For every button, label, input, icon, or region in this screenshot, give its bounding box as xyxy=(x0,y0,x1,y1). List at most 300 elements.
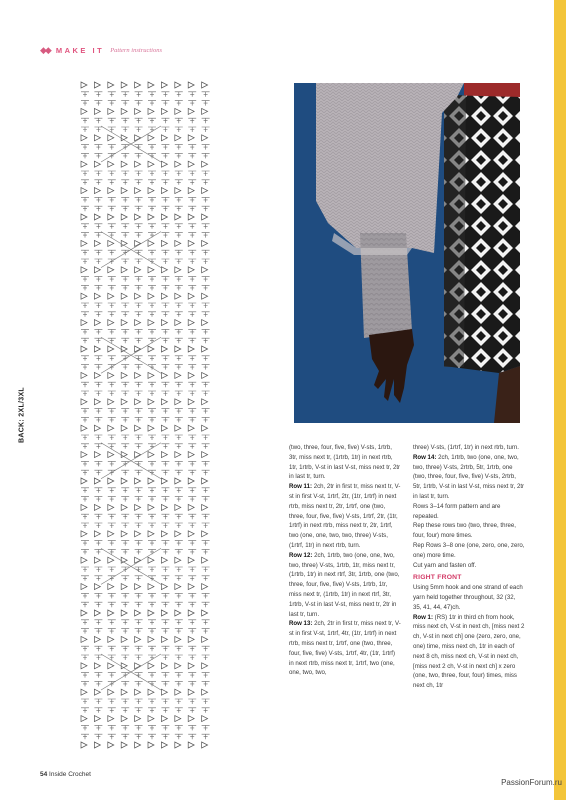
stitch-symbol xyxy=(121,629,129,634)
model-photo xyxy=(294,83,520,423)
stitch-symbol xyxy=(161,346,167,352)
stitch-symbol xyxy=(202,382,210,387)
stitch-symbol xyxy=(175,180,183,185)
stitch-symbol xyxy=(121,497,129,502)
stitch-symbol xyxy=(94,681,102,686)
stitch-symbol xyxy=(121,610,127,616)
instructions-column-2 xyxy=(413,443,525,691)
stitch-symbol xyxy=(188,567,196,572)
stitch-symbol xyxy=(175,549,183,554)
page-footer xyxy=(40,771,91,778)
stitch-symbol xyxy=(148,293,154,299)
stitch-symbol xyxy=(81,356,89,361)
stitch-symbol xyxy=(135,399,141,405)
stitch-symbol xyxy=(188,452,194,458)
stitch-symbol xyxy=(108,161,114,167)
stitch-symbol xyxy=(81,127,89,132)
stitch-symbol xyxy=(81,610,87,616)
stitch-symbol xyxy=(94,557,100,563)
stitch-symbol xyxy=(148,452,154,458)
stitch-symbol xyxy=(135,734,143,739)
stitch-symbol xyxy=(148,285,156,290)
stitch-symbol xyxy=(81,655,89,660)
stitch-symbol xyxy=(135,478,141,484)
stitch-symbol xyxy=(202,356,210,361)
stitch-symbol xyxy=(188,206,196,211)
stitch-symbol xyxy=(188,82,194,88)
stitch-symbol xyxy=(81,101,89,106)
stitch-symbol xyxy=(94,161,100,167)
stitch-symbol xyxy=(188,541,196,546)
stitch-symbol xyxy=(94,576,102,581)
stitch-symbol xyxy=(135,699,143,704)
stitch-symbol xyxy=(108,320,114,326)
stitch-symbol xyxy=(135,497,143,502)
page-number: 54 xyxy=(40,771,48,778)
stitch-symbol xyxy=(94,444,102,449)
stitch-symbol xyxy=(188,435,196,440)
stitch-symbol xyxy=(94,417,102,422)
stitch-symbol xyxy=(81,233,89,238)
stitch-symbol xyxy=(108,549,116,554)
stitch-symbol xyxy=(81,346,87,352)
stitch-symbol xyxy=(135,549,143,554)
stitch-symbol xyxy=(202,293,208,299)
stitch-symbol xyxy=(108,734,116,739)
stitch-symbol xyxy=(148,188,154,194)
stitch-symbol xyxy=(161,82,167,88)
stitch-symbol xyxy=(121,541,129,546)
stitch-symbol xyxy=(188,329,196,334)
stitch-symbol xyxy=(202,708,210,713)
stitch-symbol xyxy=(121,514,129,519)
stitch-symbol xyxy=(202,365,210,370)
stitch-symbol xyxy=(94,293,100,299)
stitch-symbol xyxy=(202,663,208,669)
stitch-symbol xyxy=(81,435,89,440)
stitch-symbol xyxy=(188,338,196,343)
stitch-symbol xyxy=(202,161,208,167)
stitch-symbol xyxy=(121,584,127,590)
stitch-symbol xyxy=(202,312,210,317)
stitch-symbol xyxy=(202,734,210,739)
stitch-symbol xyxy=(81,329,89,334)
stitch-symbol xyxy=(135,541,143,546)
stitch-symbol xyxy=(148,82,154,88)
stitch-symbol xyxy=(175,365,183,370)
stitch-symbol xyxy=(148,224,156,229)
stitch-symbol xyxy=(175,303,183,308)
stitch-symbol xyxy=(148,240,154,246)
stitch-symbol xyxy=(148,531,154,537)
stitch-symbol xyxy=(188,636,194,642)
stitch-symbol xyxy=(148,663,154,669)
stitch-symbol xyxy=(121,531,127,537)
stitch-symbol xyxy=(202,329,210,334)
stitch-symbol xyxy=(108,233,116,238)
stitch-symbol xyxy=(94,180,102,185)
stitch-symbol xyxy=(175,329,183,334)
para-text: Rep these rows two (two, three, three, four, four) more times. xyxy=(413,522,516,540)
stitch-symbol xyxy=(202,101,210,106)
stitch-symbol xyxy=(148,329,156,334)
stitch-symbol xyxy=(108,497,116,502)
stitch-symbol xyxy=(94,277,102,282)
stitch-symbol xyxy=(161,541,169,546)
stitch-symbol xyxy=(202,681,210,686)
stitch-symbol xyxy=(161,673,169,678)
stitch-symbol xyxy=(175,108,181,114)
stitch-symbol xyxy=(81,171,89,176)
stitch-symbol xyxy=(108,478,114,484)
stitch-symbol xyxy=(161,620,169,625)
stitch-symbol xyxy=(188,224,196,229)
stitch-symbol xyxy=(175,135,181,141)
stitch-symbol xyxy=(135,293,141,299)
stitch-symbol xyxy=(148,277,156,282)
stitch-symbol xyxy=(121,425,127,431)
stitch-symbol xyxy=(202,277,210,282)
stitch-symbol xyxy=(188,356,196,361)
stitch-symbol xyxy=(188,372,194,378)
stitch-symbol xyxy=(81,338,89,343)
stitch-symbol xyxy=(108,409,116,414)
para-right-front-intro xyxy=(413,583,525,612)
stitch-symbol xyxy=(188,531,194,537)
stitch-symbol xyxy=(148,461,156,466)
stitch-symbol xyxy=(94,584,100,590)
stitch-symbol xyxy=(161,135,167,141)
stitch-symbol xyxy=(161,742,167,748)
stitch-symbol xyxy=(175,620,183,625)
stitch-symbol xyxy=(188,303,196,308)
stitch-symbol xyxy=(175,233,183,238)
stitch-symbol xyxy=(81,145,89,150)
stitch-symbol xyxy=(188,629,196,634)
stitch-symbol xyxy=(81,514,89,519)
stitch-symbol xyxy=(148,153,156,158)
stitch-symbol xyxy=(135,742,141,748)
para-text: 2ch, 1rtrb, two (one, one, two, two, three) V-sts, 1rtrb, 1tr, miss next tr, (1rtrb, 1tr) in next rtrf, 3tr, 1rtrb, one (two, three, four, five, five) V-sts, 1rtrb, 1tr, miss next tr, (1rtrb, 1tr) in next rtrf, 3tr, 1rtrb, V-st in last V-st, miss next tr, 2tr in last tr, turn. xyxy=(289,551,400,618)
stitch-symbol xyxy=(121,101,129,106)
stitch-symbol xyxy=(188,171,196,176)
stitch-symbol xyxy=(161,101,169,106)
stitch-symbol xyxy=(135,180,143,185)
stitch-symbol xyxy=(175,636,181,642)
stitch-symbol xyxy=(175,584,181,590)
stitch-symbol xyxy=(175,127,183,132)
stitch-symbol xyxy=(148,391,156,396)
stitch-symbol xyxy=(94,523,102,528)
stitch-symbol xyxy=(148,557,154,563)
stitch-symbol xyxy=(202,655,210,660)
stitch-symbol xyxy=(81,180,89,185)
stitch-symbol xyxy=(175,689,181,695)
stitch-symbol xyxy=(108,171,116,176)
stitch-symbol xyxy=(121,127,129,132)
stitch-symbol xyxy=(94,171,102,176)
stitch-symbol xyxy=(148,145,156,150)
stitch-symbol xyxy=(202,602,210,607)
stitch-symbol xyxy=(175,399,181,405)
stitch-symbol xyxy=(135,444,143,449)
stitch-symbol xyxy=(121,382,129,387)
stitch-symbol xyxy=(121,285,129,290)
stitch-symbol xyxy=(121,504,127,510)
para-text: (two, three, four, five, five) V-sts, 1rtrb, 3tr, miss next tr, (1rtrb, 1tr) in next rtrb, 1tr, 1rtrb, V-st in last V-st, miss next tr, 2tr in last tr, turn. xyxy=(289,444,401,481)
stitch-symbol xyxy=(188,346,194,352)
stitch-symbol xyxy=(175,118,183,123)
stitch-symbol xyxy=(202,135,208,141)
stitch-symbol xyxy=(81,470,89,475)
stitch-symbol xyxy=(108,557,114,563)
stitch-symbol xyxy=(175,593,183,598)
stitch-symbol xyxy=(175,161,181,167)
para-text: Using 5mm hook and one strand of each yarn held together throughout, 32 (32, 35, 41, 44, 47)ch. xyxy=(413,584,523,611)
stitch-symbol xyxy=(135,620,143,625)
stitch-symbol xyxy=(161,470,169,475)
stitch-symbol xyxy=(94,285,102,290)
stitch-symbol xyxy=(135,708,143,713)
stitch-symbol xyxy=(148,108,154,114)
stitch-symbol xyxy=(202,320,208,326)
stitch-symbol xyxy=(148,382,156,387)
stitch-symbol xyxy=(108,399,114,405)
stitch-symbol xyxy=(121,372,127,378)
stitch-symbol xyxy=(161,277,169,282)
stitch-symbol xyxy=(175,82,181,88)
stitch-symbol xyxy=(94,689,100,695)
stitch-symbol xyxy=(175,171,183,176)
stitch-symbol xyxy=(161,161,167,167)
stitch-symbol xyxy=(81,531,87,537)
stitch-symbol xyxy=(148,206,156,211)
stitch-symbol xyxy=(135,259,143,264)
stitch-symbol xyxy=(135,153,143,158)
stitch-symbol xyxy=(188,240,194,246)
stitch-symbol xyxy=(161,108,167,114)
stitch-symbol xyxy=(94,409,102,414)
para-rep-rows xyxy=(413,521,525,541)
stitch-symbol xyxy=(202,636,208,642)
stitch-symbol xyxy=(188,293,194,299)
stitch-symbol xyxy=(94,101,102,106)
stitch-symbol xyxy=(148,497,156,502)
stitch-symbol xyxy=(135,233,143,238)
stitch-symbol xyxy=(161,224,169,229)
stitch-symbol xyxy=(148,602,156,607)
stitch-symbol xyxy=(175,101,183,106)
stitch-symbol xyxy=(94,452,100,458)
instructions-column-1 xyxy=(289,443,401,678)
stitch-symbol xyxy=(188,277,196,282)
stitch-symbol xyxy=(108,118,116,123)
para-row11 xyxy=(289,482,401,551)
stitch-symbol xyxy=(121,734,129,739)
stitch-symbol xyxy=(148,101,156,106)
stitch-symbol xyxy=(202,399,208,405)
stitch-symbol xyxy=(108,425,114,431)
stitch-symbol xyxy=(121,699,129,704)
stitch-symbol xyxy=(94,497,102,502)
stitch-symbol xyxy=(148,435,156,440)
stitch-symbol xyxy=(175,725,183,730)
stitch-symbol xyxy=(188,188,194,194)
stitch-symbol xyxy=(108,504,114,510)
stitch-symbol xyxy=(202,549,210,554)
stitch-symbol xyxy=(94,673,102,678)
stitch-symbol xyxy=(94,188,100,194)
stitch-symbol xyxy=(202,180,210,185)
stitch-symbol xyxy=(202,240,208,246)
stitch-symbol xyxy=(148,576,156,581)
stitch-symbol xyxy=(135,725,143,730)
stitch-symbol xyxy=(188,593,196,598)
stitch-symbol xyxy=(148,620,156,625)
stitch-symbol xyxy=(175,646,183,651)
stitch-symbol xyxy=(81,602,89,607)
stitch-symbol xyxy=(121,118,129,123)
stitch-symbol xyxy=(175,285,183,290)
stitch-symbol xyxy=(135,329,143,334)
stitch-symbol xyxy=(161,214,167,220)
stitch-symbol xyxy=(94,214,100,220)
stitch-symbol xyxy=(81,646,89,651)
stitch-symbol xyxy=(161,250,169,255)
stitch-symbol xyxy=(121,206,129,211)
stitch-symbol xyxy=(161,497,169,502)
stitch-symbol xyxy=(188,488,196,493)
stitch-symbol xyxy=(135,161,141,167)
stitch-symbol xyxy=(94,338,102,343)
section-label: MAKE IT xyxy=(55,45,105,55)
stitch-symbol xyxy=(81,708,89,713)
stitch-symbol xyxy=(108,708,116,713)
stitch-symbol xyxy=(135,488,143,493)
stitch-symbol xyxy=(94,716,100,722)
stitch-symbol xyxy=(81,161,87,167)
stitch-symbol xyxy=(94,267,100,273)
stitch-symbol xyxy=(135,267,141,273)
stitch-symbol xyxy=(94,742,100,748)
stitch-symbol xyxy=(81,399,87,405)
section-header xyxy=(40,44,162,56)
stitch-symbol xyxy=(175,716,181,722)
stitch-symbol xyxy=(148,725,156,730)
stitch-symbol xyxy=(175,681,183,686)
stitch-symbol xyxy=(94,312,102,317)
stitch-symbol xyxy=(94,461,102,466)
stitch-symbol xyxy=(148,320,154,326)
stitch-symbol xyxy=(148,629,156,634)
stitch-symbol xyxy=(108,188,114,194)
stitch-symbol xyxy=(121,108,127,114)
stitch-symbol xyxy=(108,267,114,273)
stitch-symbol xyxy=(148,259,156,264)
stitch-symbol xyxy=(94,127,102,132)
stitch-symbol xyxy=(94,549,102,554)
stitch-symbol xyxy=(81,303,89,308)
stitch-symbol xyxy=(148,742,154,748)
stitch-symbol xyxy=(148,312,156,317)
stitch-symbol xyxy=(121,716,127,722)
site-watermark: PassionForum.ru xyxy=(501,778,562,787)
stitch-symbol xyxy=(175,497,183,502)
stitch-symbol xyxy=(175,214,181,220)
stitch-symbol xyxy=(148,399,154,405)
stitch-symbol xyxy=(202,673,210,678)
stitch-symbol xyxy=(202,620,210,625)
stitch-symbol xyxy=(202,531,208,537)
stitch-symbol xyxy=(94,372,100,378)
stitch-symbol xyxy=(135,382,143,387)
stitch-symbol xyxy=(188,663,194,669)
stitch-symbol xyxy=(148,734,156,739)
stitch-symbol xyxy=(121,233,129,238)
stitch-symbol xyxy=(148,409,156,414)
stitch-symbol xyxy=(94,329,102,334)
stitch-symbol xyxy=(161,593,169,598)
stitch-symbol xyxy=(135,188,141,194)
stitch-symbol xyxy=(175,699,183,704)
stitch-symbol xyxy=(148,514,156,519)
stitch-symbol xyxy=(108,541,116,546)
stitch-symbol xyxy=(161,145,169,150)
stitch-symbol xyxy=(175,673,183,678)
stitch-symbol xyxy=(81,118,89,123)
stitch-symbol xyxy=(108,356,116,361)
section-subtitle: Pattern instructions xyxy=(110,46,163,54)
para-row13-cont xyxy=(413,443,525,453)
stitch-symbol xyxy=(161,567,169,572)
stitch-symbol xyxy=(175,391,183,396)
stitch-symbol xyxy=(188,523,196,528)
stitch-symbol xyxy=(161,478,167,484)
stitch-symbol xyxy=(94,636,100,642)
stitch-symbol xyxy=(175,655,183,660)
diamond-arrows-icon: ◆◆ xyxy=(40,44,50,55)
stitch-symbol xyxy=(161,734,169,739)
stitch-symbol xyxy=(135,391,143,396)
stitch-symbol xyxy=(175,206,183,211)
stitch-symbol xyxy=(121,197,129,202)
stitch-symbol xyxy=(121,593,129,598)
stitch-symbol xyxy=(121,267,127,273)
stitch-symbol xyxy=(121,742,127,748)
stitch-symbol xyxy=(148,135,154,141)
stitch-symbol xyxy=(108,197,116,202)
stitch-symbol xyxy=(108,435,116,440)
stitch-symbol xyxy=(121,259,129,264)
stitch-symbol xyxy=(175,372,181,378)
stitch-symbol xyxy=(135,365,143,370)
stitch-symbol xyxy=(81,267,87,273)
stitch-symbol xyxy=(161,576,169,581)
stitch-symbol xyxy=(148,346,154,352)
stitch-symbol xyxy=(108,742,114,748)
stitch-symbol xyxy=(161,188,167,194)
stitch-symbol xyxy=(202,689,208,695)
stitch-symbol xyxy=(108,127,116,132)
stitch-symbol xyxy=(188,285,196,290)
para-rep-3-8 xyxy=(413,541,525,561)
stitch-symbol xyxy=(202,488,210,493)
stitch-symbol xyxy=(161,206,169,211)
stitch-symbol xyxy=(175,576,183,581)
stitch-symbol xyxy=(161,610,167,616)
stitch-symbol xyxy=(81,188,87,194)
stitch-symbol xyxy=(108,250,116,255)
